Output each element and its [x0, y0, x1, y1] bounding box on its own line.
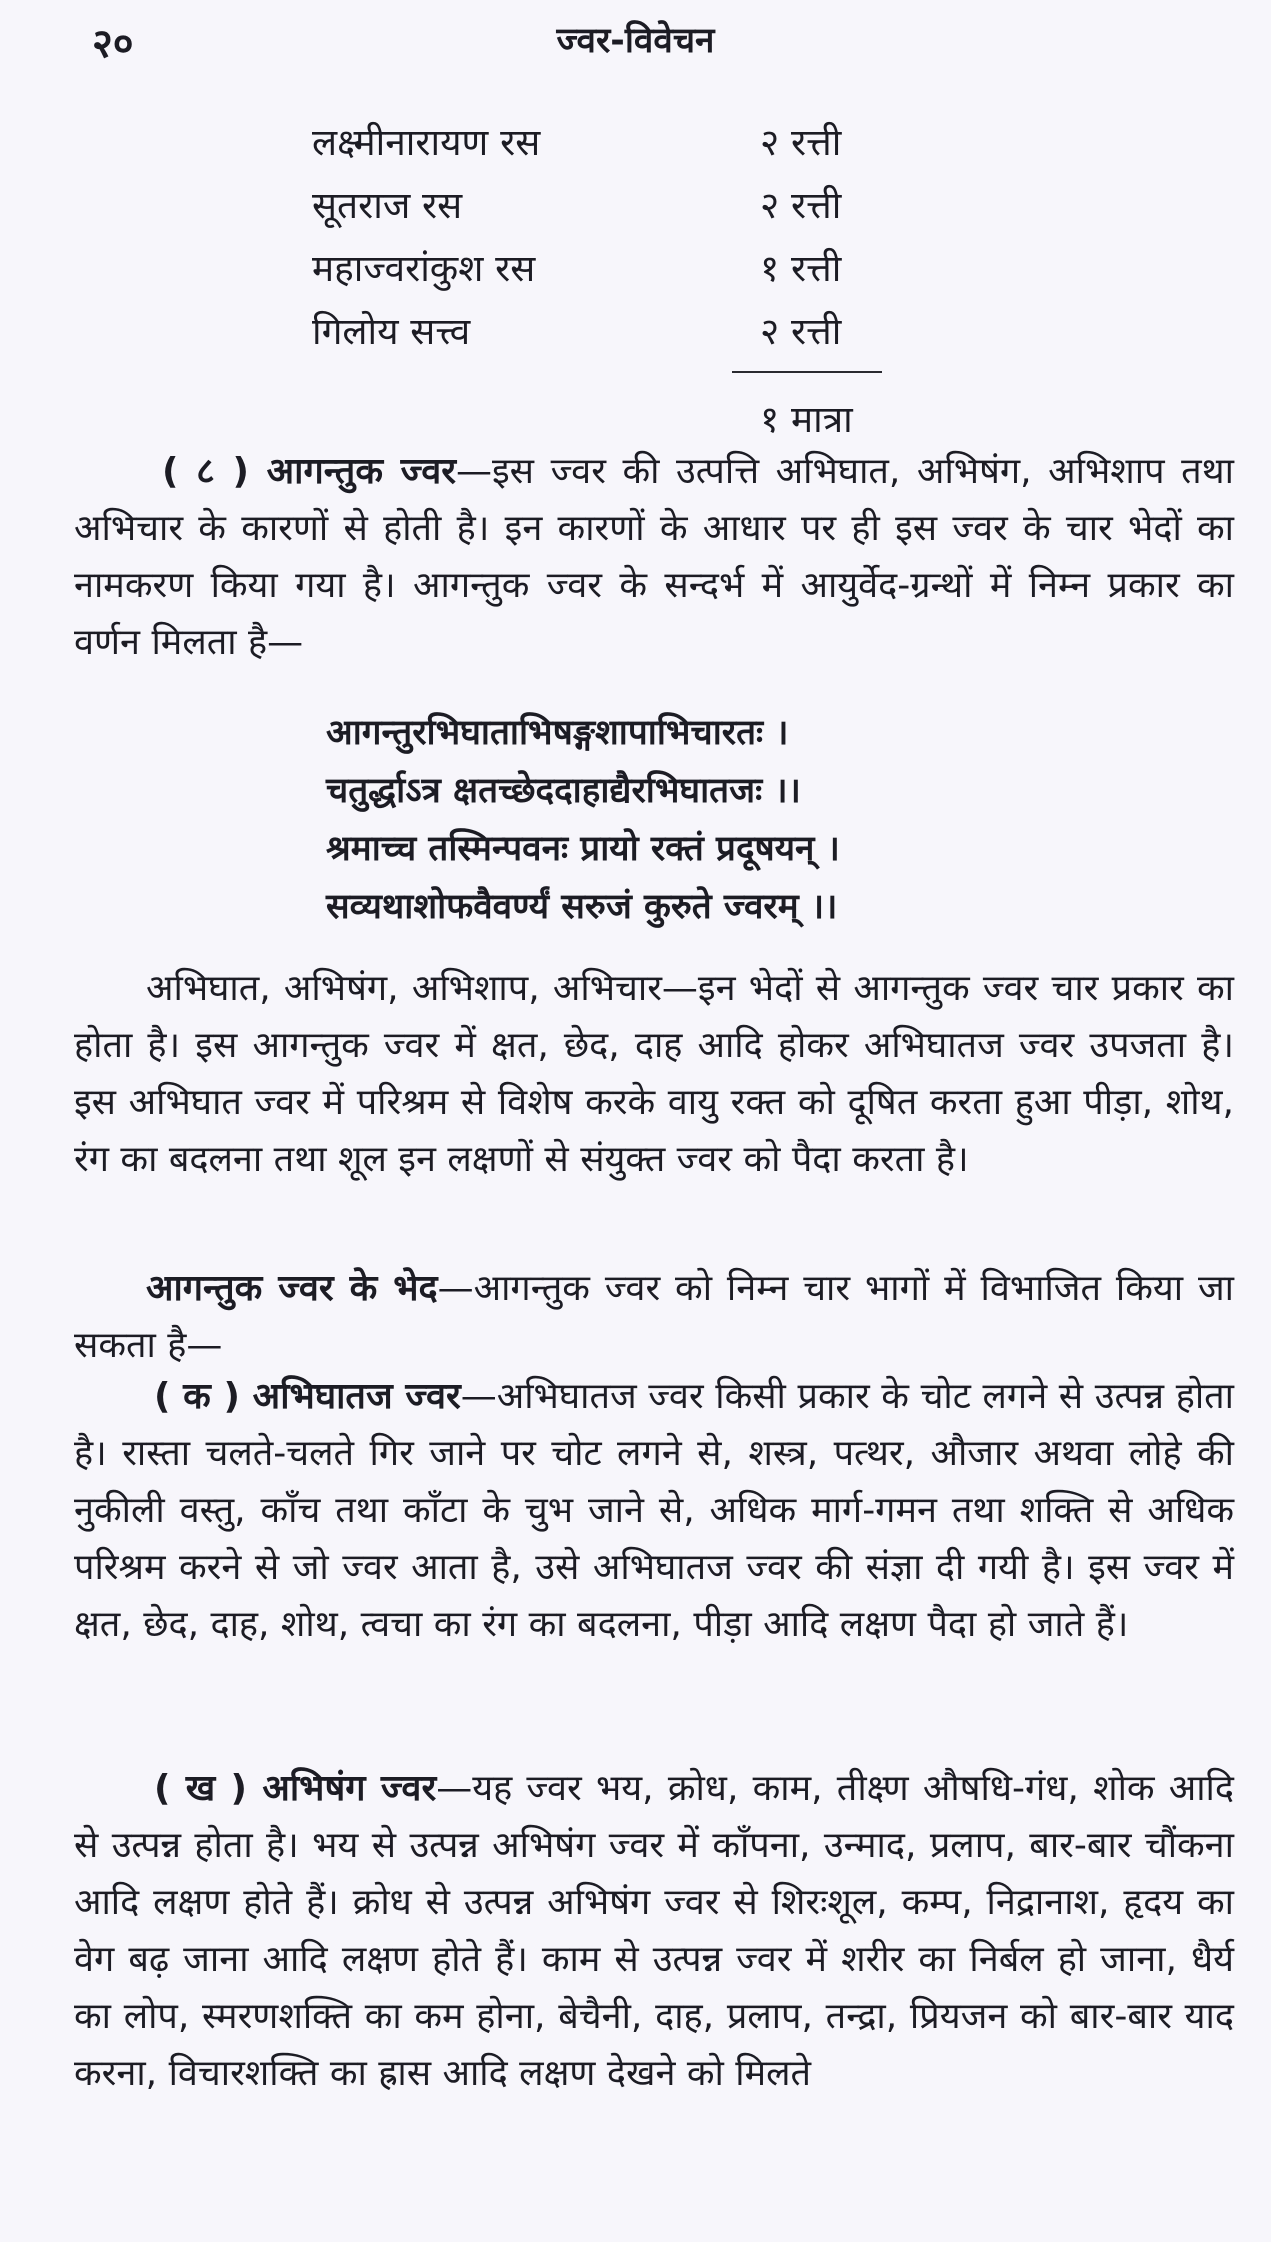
section-heading: ( क ) अभिघातज ज्वर: [154, 1376, 461, 1417]
paragraph-text: —अभिघातज ज्वर किसी प्रकार के चोट लगने से उत्पन्न होता है। रास्ता चलते-चलते गिर जाने पर चोट लगने से, शस्त्र, पत्थर, औजार अथवा लोहे की नुकीली वस्तु, काँच तथा काँटा के चुभ जाने से, अधिक मार्ग-गमन तथा शक्ति से अधिक परिश्रम करने से जो ज्वर आता है, उसे अभिघातज ज्वर की संज्ञा दी गयी है। इस ज्वर में क्षत, छेद, दाह, शोथ, त्वचा का रंग का बदलना, पीड़ा आदि लक्षण पैदा हो जाते हैं।: [74, 1376, 1234, 1645]
recipe-list: [312, 115, 892, 441]
verse-line: चतुर्द्धाऽत्र क्षतच्छेददाहाद्यैरभिघातजः ।।: [326, 771, 801, 811]
sanskrit-verse: [326, 704, 986, 936]
ingredient-qty: २ रत्ती: [760, 121, 842, 164]
ingredient-qty: १ रत्ती: [760, 247, 842, 290]
verse-line: आगन्तुरभिघाताभिषङ्गशापाभिचारतः ।: [326, 713, 789, 753]
ingredient-name: सूतराज रस: [312, 184, 463, 227]
verse-line: सव्यथाशोफवैवर्ण्यं सरुजं कुरुते ज्वरम् ।।: [326, 887, 838, 927]
paragraph-aagantuk-jwar: [74, 443, 1234, 671]
paragraph-abhighataj-jwar: [74, 1368, 1234, 1653]
verse-line: श्रमाच्च तस्मिन्पवनः प्रायो रक्तं प्रदूषयन् ।: [326, 829, 840, 869]
paragraph-types: [74, 1260, 1234, 1374]
paragraph-abhishang-jwar: [74, 1760, 1234, 2102]
ingredient-qty: २ रत्ती: [760, 184, 842, 227]
total-divider: [732, 371, 882, 373]
ingredient-name: लक्ष्मीनारायण रस: [312, 121, 541, 164]
paragraph-text: अभिघात, अभिषंग, अभिशाप, अभिचार—इन भेदों से आगन्तुक ज्वर चार प्रकार का होता है। इस आगन्तुक ज्वर में क्षत, छेद, दाह आदि होकर अभिघातज ज्वर उपजता है। इस अभिघात ज्वर में परिश्रम से विशेष करके वायु रक्त को दूषित करता हुआ पीड़ा, शोथ, रंग का बदलना तथा शूल इन लक्षणों से संयुक्त ज्वर को पैदा करता है।: [74, 968, 1234, 1180]
paragraph-text: —इस ज्वर की उत्पत्ति अभिघात, अभिषंग, अभिशाप तथा अभिचार के कारणों से होती है। इन कारणों के आधार पर ही इस ज्वर के चार भेदों का नामकरण किया गया है। आगन्तुक ज्वर के सन्दर्भ में आयुर्वेद-ग्रन्थों में निम्न प्रकार का वर्णन मिलता है—: [74, 451, 1234, 663]
recipe-total: १ मात्रा: [760, 398, 853, 441]
recipe-row: [312, 241, 892, 304]
recipe-row: [312, 115, 892, 178]
paragraph-text: —आगन्तुक ज्वर को निम्न चार भागों में विभाजित किया जा सकता है—: [74, 1268, 1234, 1366]
page-number: २०: [92, 21, 134, 67]
section-heading: आगन्तुक ज्वर के भेद: [146, 1268, 438, 1309]
paragraph-text: —यह ज्वर भय, क्रोध, काम, तीक्ष्ण औषधि-गंध, शोक आदि से उत्पन्न होता है। भय से उत्पन्न अभिषंग ज्वर में काँपना, उन्माद, प्रलाप, बार-बार चौंकना आदि लक्षण होते हैं। क्रोध से उत्पन्न अभिषंग ज्वर से शिरःशूल, कम्प, निद्रानाश, हृदय का वेग बढ़ जाना आदि लक्षण होते हैं। काम से उत्पन्न ज्वर में शरीर का निर्बल हो जाना, धैर्य का लोप, स्मरणशक्ति का कम होना, बेचैनी, दाह, प्रलाप, तन्द्रा, प्रियजन को बार-बार याद करना, विचारशक्ति का ह्रास आदि लक्षण देखने को मिलते: [74, 1768, 1235, 2094]
recipe-row: [312, 304, 892, 367]
section-heading: ( ख ) अभिषंग ज्वर: [154, 1768, 437, 1809]
paragraph-explanation: [74, 960, 1234, 1188]
ingredient-name: महाज्वरांकुश रस: [312, 247, 536, 290]
ingredient-name: गिलोय सत्त्व: [312, 310, 471, 353]
section-heading: ( ८ ) आगन्तुक ज्वर: [162, 451, 456, 492]
ingredient-qty: २ रत्ती: [760, 310, 842, 353]
recipe-row: [312, 178, 892, 241]
running-title: ज्वर-विवेचन: [556, 21, 715, 61]
